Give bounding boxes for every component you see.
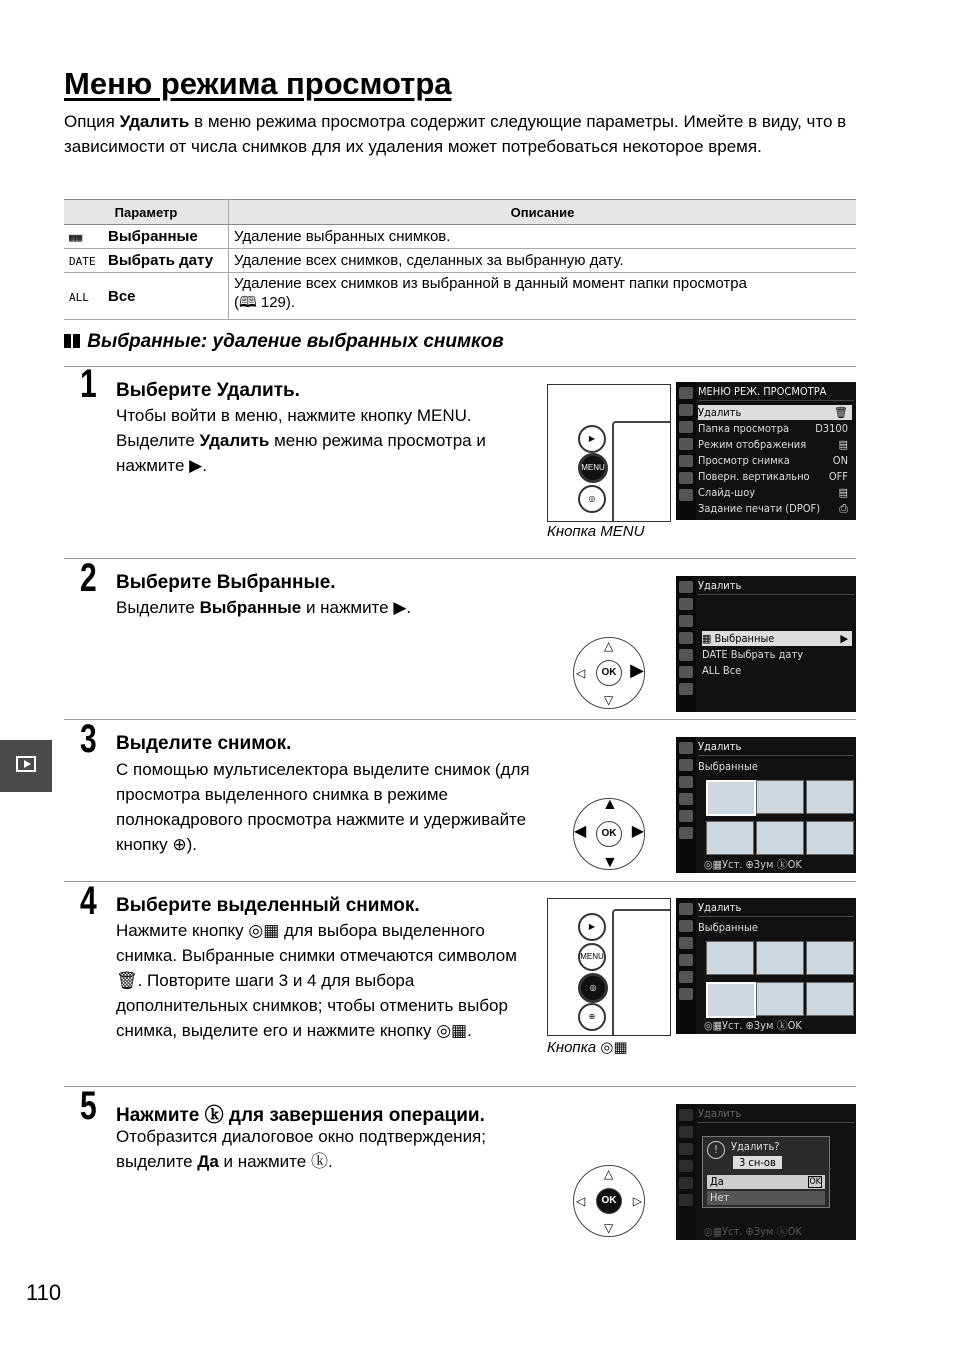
lcd-title: Удалить bbox=[698, 1107, 854, 1123]
date-icon: DATE bbox=[69, 255, 96, 268]
lcd-menu-item: Поверн. вертикально OFF bbox=[698, 470, 848, 483]
table-row bbox=[64, 249, 856, 273]
zoom-button-icon: ⊕ bbox=[578, 1003, 606, 1031]
lcd-menu-item: Слайд-шоу ▤ bbox=[698, 486, 848, 499]
page-number: 110 bbox=[26, 1280, 62, 1305]
step-body: Отобразится диалоговое окно подтверждения; выделите Да и нажмите ⓚ. bbox=[116, 1127, 486, 1171]
intro-paragraph: Опция Удалить в меню режима просмотра содержит следующие параметры. Имейте в виду, что в зависимости от числа снимков для их удаления может потребоваться некоторое время. bbox=[64, 112, 847, 156]
caption-menu-button: Кнопка MENU bbox=[547, 523, 645, 540]
lcd-thumbnails bbox=[676, 737, 856, 873]
dialog-question: Удалить? bbox=[731, 1140, 780, 1153]
playback-icon bbox=[16, 756, 36, 772]
param-name: Все bbox=[108, 287, 136, 305]
parameters-table bbox=[64, 199, 856, 320]
divider bbox=[64, 719, 856, 720]
step-body: С помощью мультиселектора выделите снимок (для просмотра выделенного снимка в режиме полнокадрового просмотра нажмите и удерживайте кнопку ⊕). bbox=[116, 760, 530, 854]
dialog-yes-option: Да OK bbox=[707, 1175, 825, 1189]
param-name: Выбранные bbox=[108, 228, 198, 245]
caption-thumb-button: Кнопка ◎▦ bbox=[547, 1039, 628, 1056]
dialog-count: 3 сн-ов bbox=[733, 1156, 782, 1169]
divider bbox=[64, 1086, 856, 1087]
playback-section-tab bbox=[0, 740, 52, 792]
table-header-row bbox=[64, 200, 856, 225]
lcd-footer: ◎▦Уст. ⊕Зум ⓚOK bbox=[704, 1225, 802, 1238]
lcd-menu-item: ALL Все bbox=[702, 664, 742, 677]
step-number: 1 bbox=[80, 362, 97, 406]
lcd-menu-item: Режим отображения ▤ bbox=[698, 438, 848, 451]
confirm-dialog bbox=[702, 1136, 830, 1208]
playback-button-icon: ▶ bbox=[578, 913, 606, 941]
lcd-title: Удалить bbox=[698, 579, 854, 595]
lcd-playback-menu bbox=[676, 382, 856, 520]
lcd-subtitle: Выбранные bbox=[698, 760, 758, 773]
warning-icon: ! bbox=[707, 1141, 725, 1159]
multi-selector-right-icon: OK △ ▽ ◁ ▶ bbox=[573, 637, 645, 709]
column-header-param: Параметр bbox=[64, 200, 229, 225]
menu-button-icon: MENU bbox=[578, 943, 606, 971]
lcd-title: Удалить bbox=[698, 740, 854, 756]
step-number: 5 bbox=[80, 1084, 97, 1128]
step-body: Чтобы войти в меню, нажмите кнопку MENU. Выделите Удалить меню режима просмотра и нажмите ▶. bbox=[116, 406, 486, 475]
playback-button-icon: ▶ bbox=[578, 425, 606, 453]
param-name: Выбрать дату bbox=[108, 252, 214, 269]
lcd-title: МЕНЮ РЕЖ. ПРОСМОТРА bbox=[698, 385, 854, 401]
lcd-thumbnails-selected bbox=[676, 898, 856, 1034]
lcd-menu-item: Задание печати (DPOF) ⎙ bbox=[698, 502, 848, 515]
step-number: 2 bbox=[80, 556, 97, 600]
divider bbox=[64, 881, 856, 882]
table-row bbox=[64, 273, 856, 320]
divider bbox=[64, 558, 856, 559]
lcd-footer: ◎▦Уст. ⊕Зум ⓚOK bbox=[704, 858, 802, 871]
multi-selector-all-icon: OK ▲ ▼ ◀ ▶ bbox=[574, 796, 644, 871]
multi-selector-ok-icon: OK △ ▽ ◁ ▷ bbox=[573, 1165, 645, 1237]
lcd-delete-menu bbox=[676, 576, 856, 712]
step-heading: Выделите снимок. bbox=[116, 733, 292, 754]
thumbnail-button-icon: ◎ bbox=[578, 973, 608, 1003]
table-row bbox=[64, 225, 856, 249]
step-heading: Выберите выделенный снимок. bbox=[116, 895, 420, 916]
lcd-footer: ◎▦Уст. ⊕Зум ⓚOK bbox=[704, 1019, 802, 1032]
thumbnail-button-icon: ◎ bbox=[578, 485, 606, 513]
lcd-subtitle: Выбранные bbox=[698, 921, 758, 934]
lcd-menu-item: Папка просмотра D3100 bbox=[698, 422, 848, 435]
lcd-title: Удалить bbox=[698, 901, 854, 917]
lcd-confirm-dialog bbox=[676, 1104, 856, 1240]
param-desc: Удаление выбранных снимков. bbox=[229, 225, 857, 249]
page-title: Меню режима просмотра bbox=[64, 66, 452, 101]
lcd-menu-item: Просмотр снимка ON bbox=[698, 454, 848, 467]
camera-illustration bbox=[547, 898, 671, 1036]
column-header-desc: Описание bbox=[229, 200, 857, 225]
step-heading: Нажмите ⓚ для завершения операции. bbox=[116, 1105, 485, 1126]
param-desc: Удаление всех снимков, сделанных за выбранную дату. bbox=[229, 249, 857, 273]
step-body: Выделите Выбранные и нажмите ▶. bbox=[116, 598, 412, 617]
menu-button-icon: MENU bbox=[578, 453, 608, 483]
param-desc: Удаление всех снимков из выбранной в данный момент папки просмотра (🕮 129). bbox=[229, 273, 857, 320]
step-heading: Выберите Выбранные. bbox=[116, 572, 336, 593]
step-body: Нажмите кнопку ◎▦ для выбора выделенного снимка. Выбранные снимки отмечаются символом 🗑. Повторите шаги 3 и 4 для выбора дополнительных снимков; чтобы отменить выбор снимка, выделите его и нажмите кнопку ◎▦. bbox=[116, 921, 517, 1040]
step-heading: Выберите Удалить. bbox=[116, 380, 300, 401]
lcd-menu-item: ▦ Выбранные ▶ bbox=[702, 631, 852, 646]
selected-icon: ▦▦ bbox=[69, 231, 83, 244]
lcd-menu-item: Удалить 🗑 bbox=[698, 405, 852, 420]
step-number: 3 bbox=[80, 717, 97, 761]
lcd-menu-item: DATE Выбрать дату bbox=[702, 648, 804, 661]
step-number: 4 bbox=[80, 879, 97, 923]
camera-illustration bbox=[547, 384, 671, 522]
all-icon: ALL bbox=[69, 290, 89, 304]
divider bbox=[64, 366, 856, 367]
section-heading: Выбранные: удаление выбранных снимков bbox=[64, 331, 504, 353]
dialog-no-option: Нет bbox=[707, 1191, 825, 1205]
